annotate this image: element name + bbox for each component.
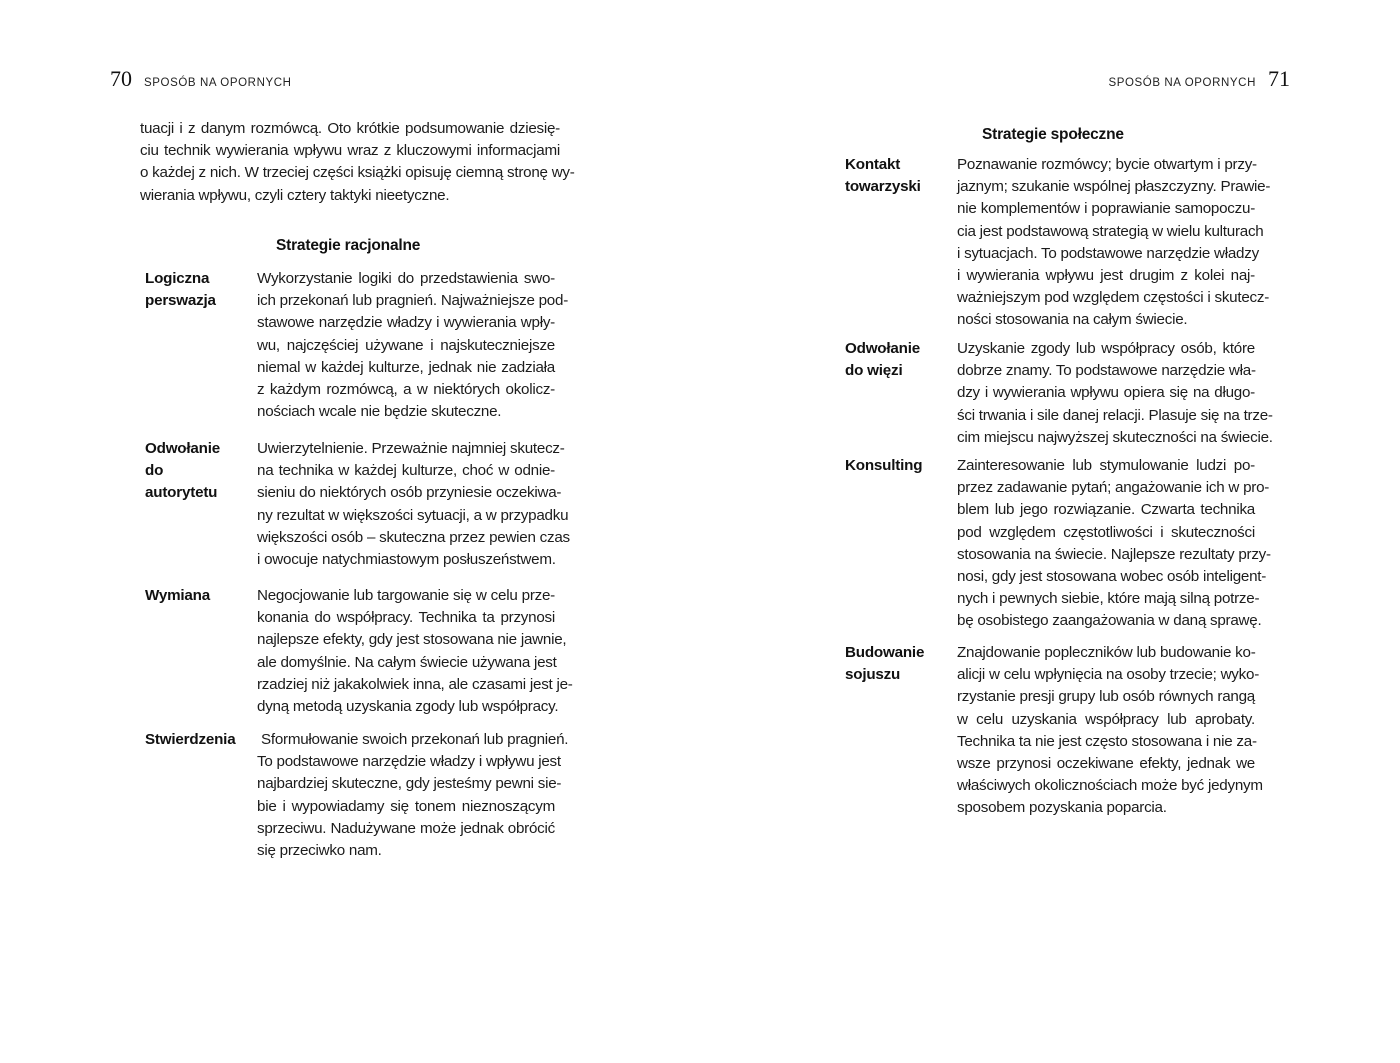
entry-term	[145, 268, 216, 312]
text-line: niemal w każdej kulturze, jednak nie zadziała	[257, 358, 555, 376]
text-line: konania do współpracy. Technika ta przynosi	[257, 609, 555, 627]
text-line: i wywierania wpływu jest drugim z kolei naj-	[957, 267, 1255, 285]
text-line: Wykorzystanie logiki do przedstawienia swo-	[257, 270, 555, 287]
text-line: sposobem pozyskania poparcia.	[957, 799, 1167, 817]
text-line: się przeciwko nam.	[257, 842, 382, 860]
text-line: dobrze znamy. To podstawowe narzędzie wła-	[957, 362, 1256, 380]
entry-term	[145, 585, 210, 607]
text-line: alicji w celu wpłynięcia na osoby trzecie; wyko-	[957, 666, 1259, 684]
text-line: blem lub jego rozwiązanie. Czwarta technika	[957, 501, 1255, 519]
term-line: Odwołanie	[145, 440, 220, 457]
text-line: cim miejscu najwyższej skuteczności na świecie.	[957, 428, 1273, 446]
intro-paragraph	[140, 118, 575, 207]
text-line: najlepsze efekty, gdy jest stosowana nie jawnie,	[257, 631, 567, 649]
text-line: wsze przynosi oczekiwane efekty, jednak we	[957, 755, 1255, 773]
text-line: przez zadawanie pytań; angażowanie ich w pro-	[957, 479, 1270, 497]
running-head-title: SPOSÓB NA OPORNYCH	[144, 77, 292, 89]
text-line: ny rezultat w większości sytuacji, a w przypadku	[257, 506, 569, 524]
text-line: i sytuacjach. To podstawowe narzędzie władzy	[957, 244, 1259, 262]
term-line: Odwołanie	[845, 340, 920, 357]
text-line: dzy i wywierania wpływu opiera się na długo-	[957, 384, 1255, 402]
running-head-right	[1108, 66, 1290, 92]
text-line: ności stosowania na całym świecie.	[957, 311, 1188, 329]
text-line: ich przekonań lub pragnień. Najważniejsze pod-	[257, 292, 569, 310]
page-number: 71	[1268, 66, 1290, 91]
entry-description	[957, 154, 1271, 332]
right-page	[700, 0, 1400, 1063]
text-line: nościach wcale nie będzie skuteczne.	[257, 403, 502, 421]
text-line: Sformułowanie swoich przekonań lub pragnień.	[257, 731, 569, 748]
text-line: bie i wypowiadamy się tonem nieznoszącym	[257, 797, 555, 815]
text-line: wu, najczęściej używane i najskuteczniejsze	[257, 336, 555, 354]
term-line: Budowanie	[845, 644, 925, 661]
text-line: ale domyślnie. Na całym świecie używana jest	[257, 653, 557, 671]
term-line: Stwierdzenia	[145, 731, 236, 748]
text-line: rzystanie presji grupy lub osób równych rangą	[957, 688, 1255, 706]
entry-description	[257, 438, 570, 571]
text-line: właściwych okolicznościach może być jedynym	[957, 777, 1263, 795]
text-line: stosowania na świecie. Najlepsze rezultaty przy-	[957, 545, 1271, 563]
entry-term	[145, 438, 220, 505]
text-line: Poznawanie rozmówcy; bycie otwartym i przy-	[957, 156, 1257, 173]
term-line: Kontakt	[845, 156, 901, 173]
text-line: o każdej z nich. W trzeciej części książki opisuję ciemną stronę wy-	[140, 164, 575, 182]
entry-term	[845, 338, 920, 382]
text-line: ważniejszym pod względem częstości i skutecz-	[957, 289, 1270, 307]
text-line: Zainteresowanie lub stymulowanie ludzi po-	[957, 457, 1255, 474]
text-line: Znajdowanie popleczników lub budowanie ko-	[957, 644, 1256, 661]
running-head-title: SPOSÓB NA OPORNYCH	[1108, 77, 1256, 89]
text-line: wierania wpływu, czyli cztery taktyki nieetyczne.	[140, 186, 450, 204]
text-line: nych i pewnych siebie, które mają silną potrze-	[957, 590, 1260, 608]
text-line: Uwierzytelnienie. Przeważnie najmniej skutecz-	[257, 440, 565, 457]
text-line: Uzyskanie zgody lub współpracy osób, które	[957, 340, 1255, 357]
text-line: nosi, gdy jest stosowana wobec osób inteligent-	[957, 568, 1267, 586]
term-line: Konsulting	[845, 457, 923, 474]
text-line: jaznym; szukanie wspólnej płaszczyzny. Prawie-	[957, 178, 1271, 196]
text-line: stawowe narzędzie władzy i wywierania wpły-	[257, 314, 555, 332]
entry-term	[845, 642, 924, 686]
term-line: perswazja	[145, 292, 216, 310]
text-line: tuacji i z danym rozmówcą. Oto krótkie podsumowanie dziesię-	[140, 120, 560, 137]
section-title: Strategie racjonalne	[276, 237, 421, 254]
term-line: towarzyski	[845, 178, 921, 196]
text-line: dyną metodą uzyskania zgody lub współpracy.	[257, 698, 559, 716]
term-line: do więzi	[845, 362, 903, 380]
term-line: do autorytetu	[145, 462, 218, 502]
text-line: To podstawowe narzędzie władzy i wpływu jest	[257, 753, 561, 771]
text-line: pod względem częstotliwości i skuteczności	[957, 523, 1255, 541]
text-line: ści trwania i sile danej relacji. Plasuje się na trze-	[957, 406, 1273, 424]
text-line: nie komplementów i poprawianie samopoczu-	[957, 200, 1255, 218]
entry-description	[957, 455, 1271, 633]
page-number: 70	[110, 66, 132, 91]
term-line: sojuszu	[845, 666, 901, 684]
text-line: większości osób – skuteczna przez pewien czas	[257, 528, 570, 546]
entry-description	[257, 268, 569, 423]
text-line: bę osobistego zaangażowania w daną sprawę.	[957, 612, 1262, 630]
text-line: rzadziej niż jakakolwiek inna, ale czasami jest je-	[257, 675, 573, 693]
term-line: Logiczna	[145, 270, 210, 287]
text-line: sprzeciwu. Nadużywane może jednak obrócić	[257, 819, 555, 837]
text-line: Technika ta nie jest często stosowana i nie za-	[957, 732, 1257, 750]
text-line: z każdym rozmówcą, a w niektórych okolicz-	[257, 381, 555, 399]
text-line: cia jest podstawową strategią w wielu kulturach	[957, 222, 1264, 240]
text-line: ciu technik wywierania wpływu wraz z kluczowymi informacjami	[140, 142, 560, 160]
text-line: w celu uzyskania współpracy lub aprobaty.	[957, 710, 1255, 728]
text-line: najbardziej skuteczne, gdy jesteśmy pewni sie-	[257, 775, 562, 793]
text-line: na technika w każdej kulturze, choć w odnie-	[257, 462, 555, 480]
entry-term	[845, 455, 922, 477]
section-title: Strategie społeczne	[982, 126, 1124, 143]
running-head-left	[110, 66, 292, 92]
entry-description	[957, 338, 1273, 449]
text-line: sieniu do niektórych osób przyniesie oczekiwa-	[257, 484, 562, 502]
entry-description	[257, 585, 573, 718]
entry-description	[257, 729, 569, 862]
text-line: Negocjowanie lub targowanie się w celu prze-	[257, 587, 555, 604]
entry-term	[145, 729, 235, 751]
term-line: Wymiana	[145, 587, 211, 604]
text-line: i owocuje natychmiastowym posłuszeństwem.	[257, 551, 556, 569]
entry-description	[957, 642, 1263, 820]
entry-term	[845, 154, 921, 198]
